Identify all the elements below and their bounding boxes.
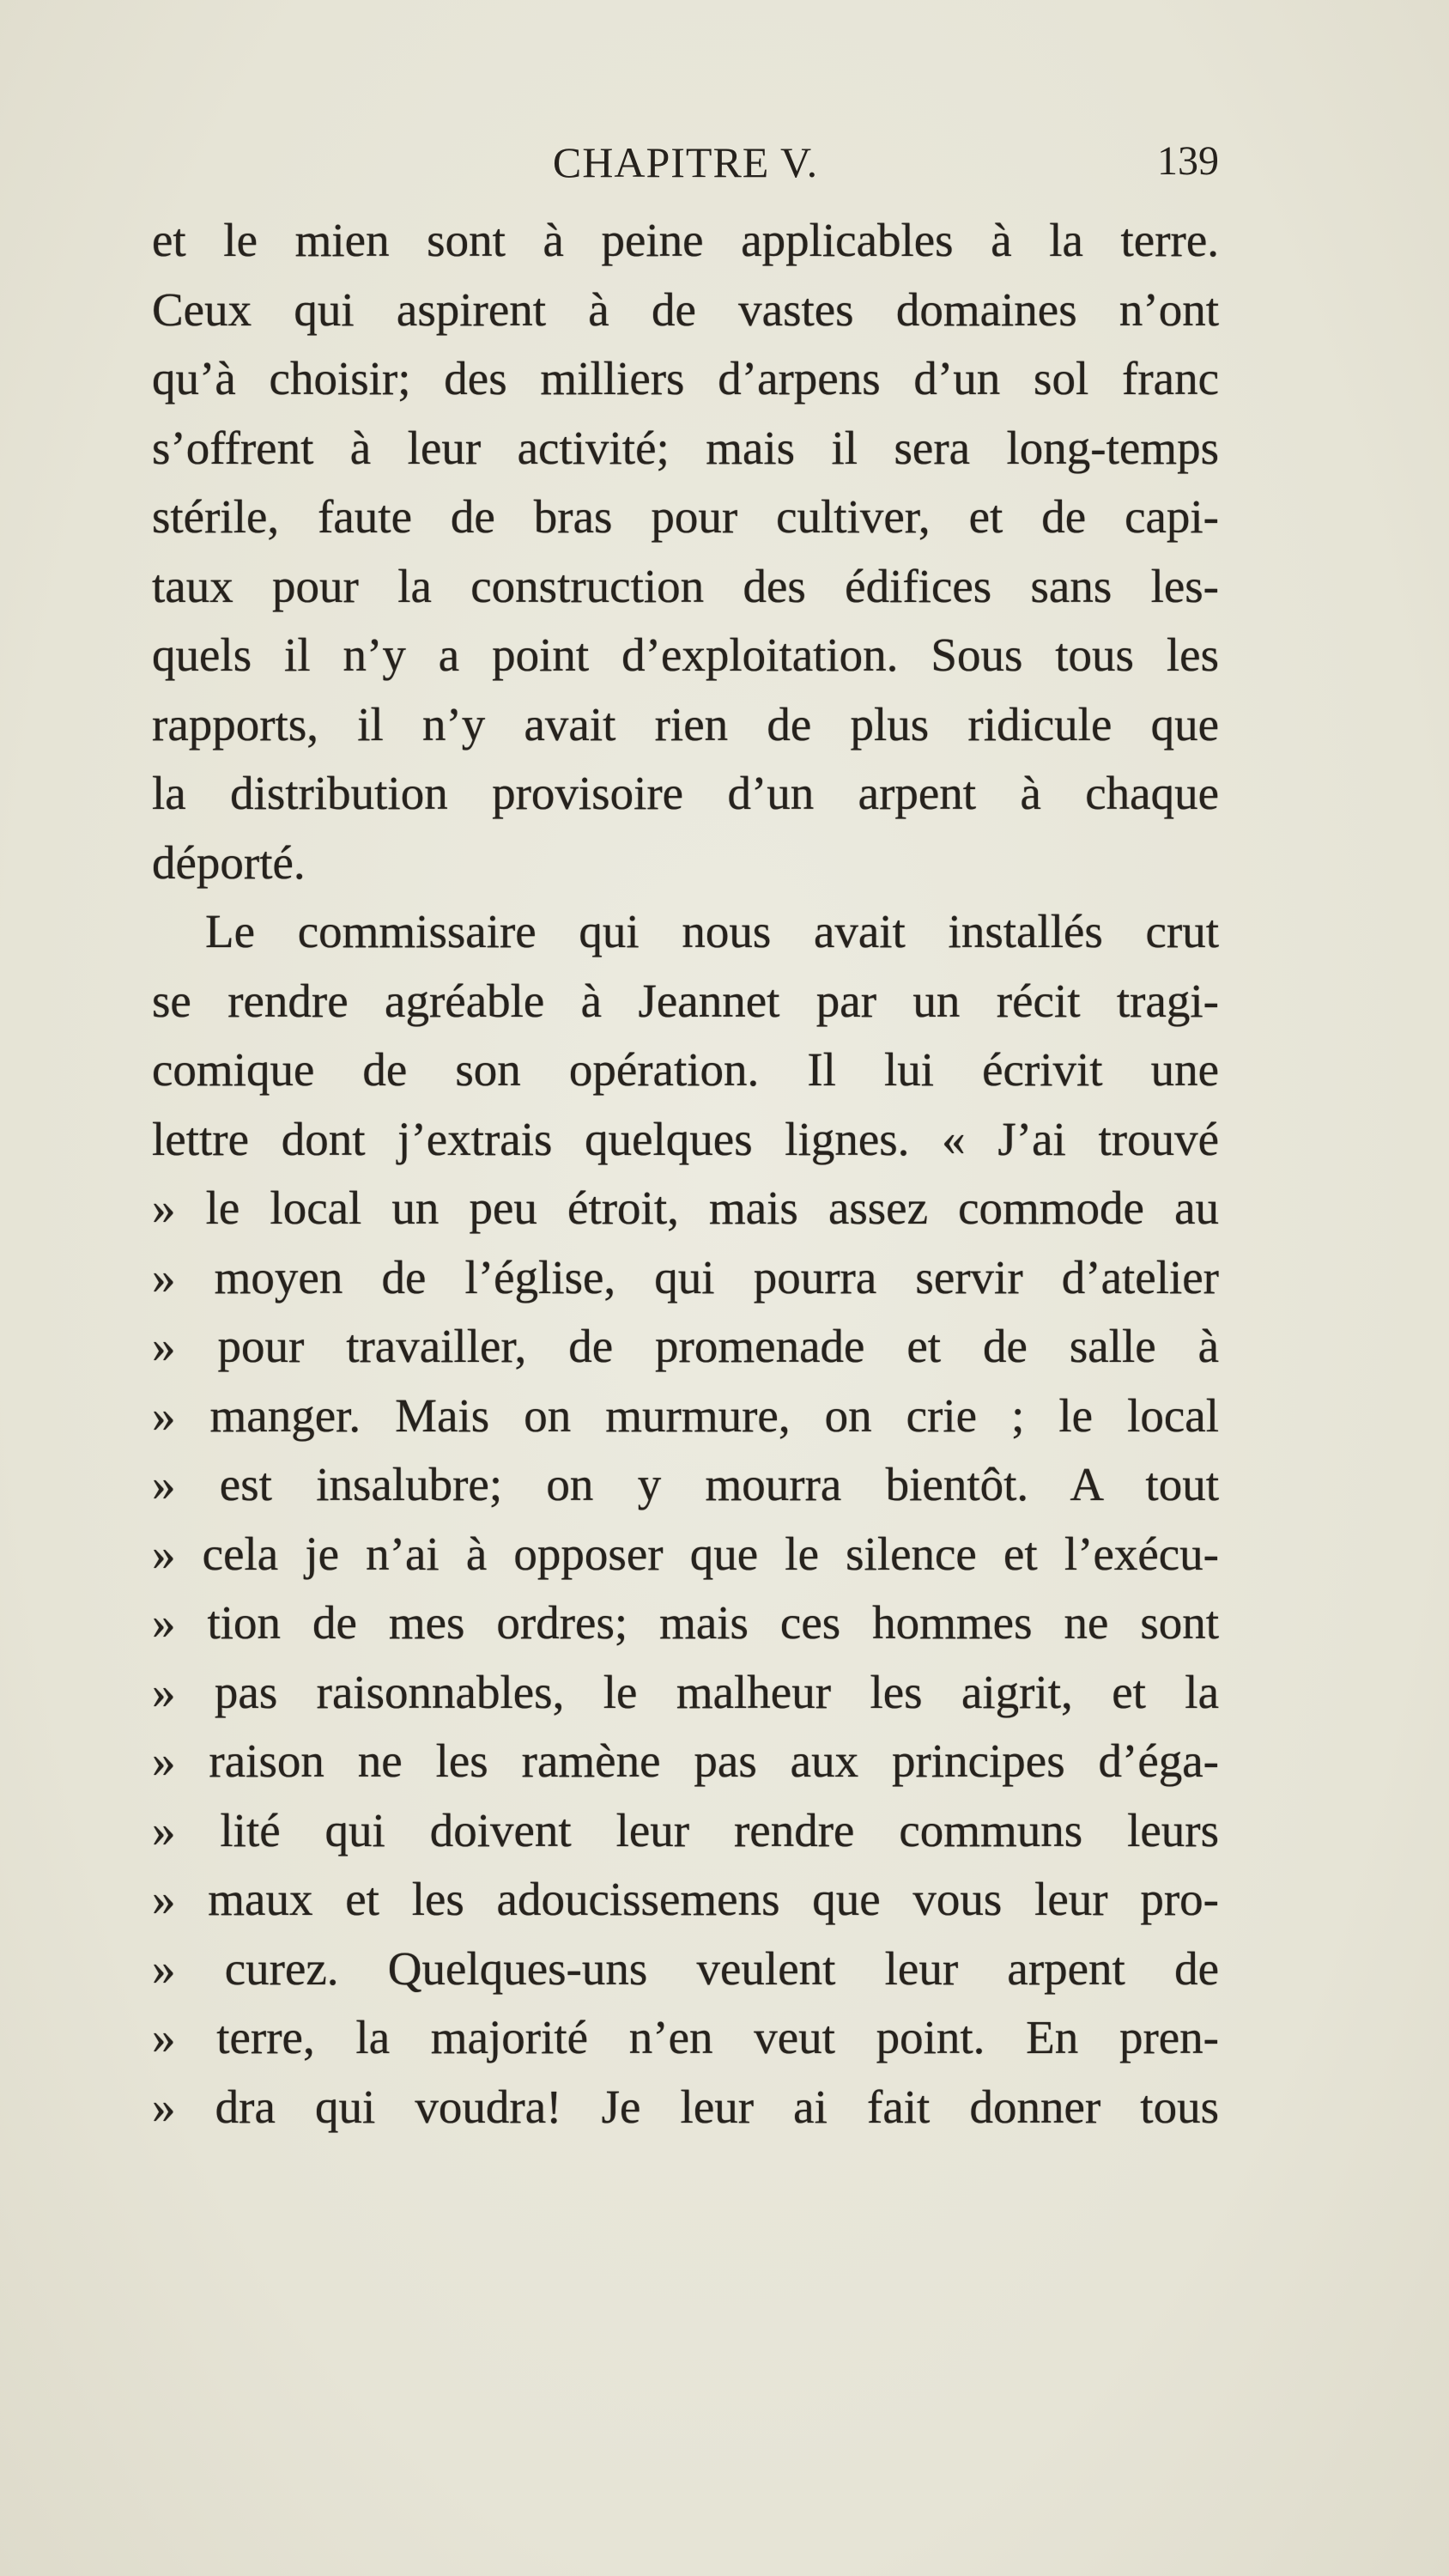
text-line: quels il n’y a point d’exploitation. Sous tous les (152, 629, 1219, 681)
text-line: » pas raisonnables, le malheur les aigrit, et la (152, 1665, 1219, 1718)
text-line: » raison ne les ramène pas aux principes d’éga- (152, 1735, 1219, 1787)
running-title: CHAPITRE V. (552, 138, 819, 186)
text-line: comique de son opération. Il lui écrivit une (152, 1043, 1219, 1096)
text-line: » manger. Mais on murmure, on crie ; le local (152, 1388, 1219, 1442)
text-line: » maux et les adoucissemens que vous leur pro- (152, 1873, 1219, 1925)
text-line: » cela je n’ai à opposer que le silence et l’exécu- (152, 1527, 1219, 1580)
text-line: la distribution provisoire d’un arpent à chaque (152, 767, 1219, 819)
text-line: » lité qui doivent leur rendre communs leurs (152, 1803, 1219, 1856)
page-number: 139 (1157, 138, 1219, 184)
text-line: déporté. (152, 835, 306, 889)
text-line: » le local un peu étroit, mais assez commode au (152, 1182, 1219, 1234)
text-line: » est insalubre; on y mourra bientôt. A tout (152, 1458, 1219, 1510)
text-line: stérile, faute de bras pour cultiver, et de capi- (152, 490, 1219, 543)
text-line: » moyen de l’église, qui pourra servir d’atelier (152, 1250, 1219, 1303)
text-line: » pour travailler, de promenade et de salle à (152, 1320, 1219, 1372)
body-text (152, 206, 1219, 2142)
text-line: Ceux qui aspirent à de vastes domaines n’ont (152, 283, 1219, 336)
text-line: rapports, il n’y avait rien de plus ridicule que (152, 697, 1219, 750)
text-line: qu’à choisir; des milliers d’arpens d’un sol franc (152, 352, 1219, 404)
text-line: se rendre agréable à Jeannet par un récit tragi- (152, 974, 1219, 1027)
text-line: s’offrent à leur activité; mais il sera long-temps (152, 421, 1219, 474)
text-line: Le commissaire qui nous avait installés crut (205, 905, 1219, 957)
text-line: » curez. Quelques-uns veulent leur arpent de (152, 1941, 1219, 1995)
text-line: » terre, la majorité n’en veut point. En pren- (152, 2011, 1219, 2063)
text-line: et le mien sont à peine applicables à la terre. (152, 214, 1219, 266)
page-header (152, 137, 1219, 197)
text-line: » dra qui voudra! Je leur ai fait donner tous (152, 2080, 1219, 2133)
text-line: » tion de mes ordres; mais ces hommes ne sont (152, 1596, 1219, 1649)
text-line: taux pour la construction des édifices sans les- (152, 559, 1219, 612)
text-line: lettre dont j’extrais quelques lignes. « J’ai trouvé (152, 1112, 1219, 1165)
